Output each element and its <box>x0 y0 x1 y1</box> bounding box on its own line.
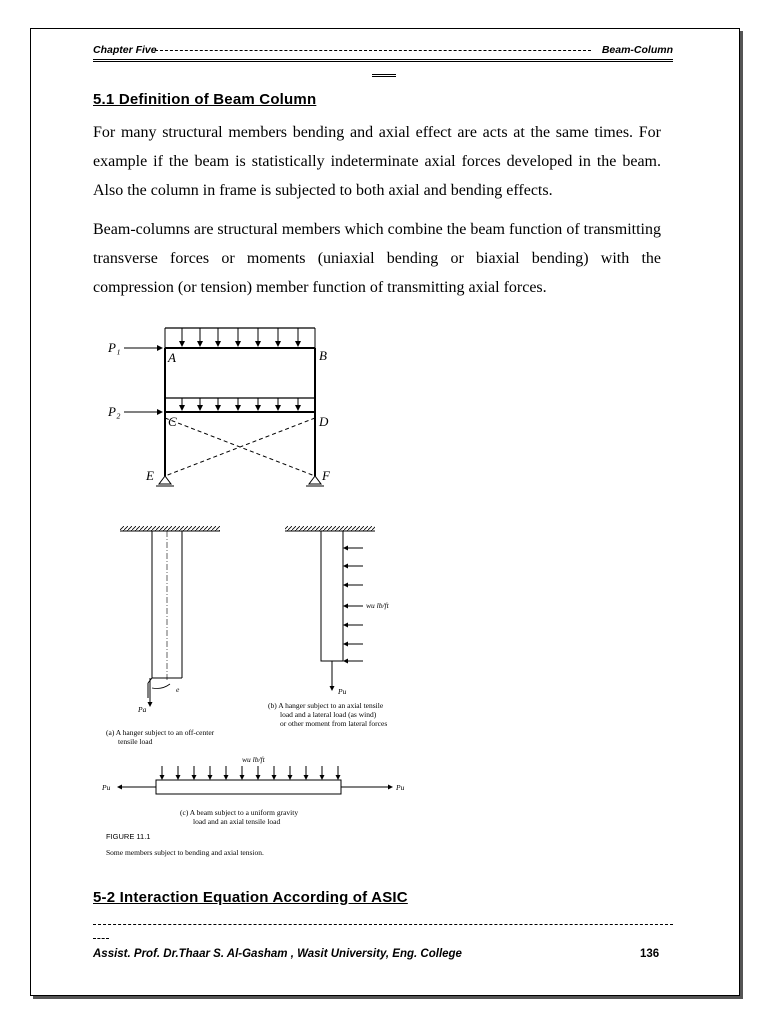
node-f: F <box>322 468 330 483</box>
page-number: 136 <box>640 948 660 960</box>
label-pu-right: Pu <box>396 783 405 792</box>
node-c: C <box>168 414 177 429</box>
node-a: A <box>168 350 176 365</box>
label-p2: P₂ <box>108 404 121 419</box>
section-title-5-2: 5-2 Interaction Equation According of ASIC <box>93 889 408 906</box>
node-b: B <box>319 348 327 363</box>
paragraph-1: For many structural members bending and axial effect are acts at the same times. For example if the beam is statistically indeterminate axial forces developed in the beam. Also the column in frame is subjected to both axial and bending effects. <box>93 124 661 199</box>
caption-c-line2: load and an axial tensile load <box>193 817 281 826</box>
label-pa: Pa <box>138 705 147 714</box>
figure-number: FIGURE 11.1 <box>106 832 151 841</box>
paragraph-2: Beam-columns are structural members which combine the beam function of transmitting transverse forces or moments (uniaxial bending or biaxial bending) with the compression (or tension) member function of transmitting axial forces. <box>93 221 661 296</box>
label-pu-left: Pu <box>102 783 111 792</box>
frame-figure <box>100 318 340 498</box>
page-header <box>93 44 673 58</box>
label-wu: wu lb/ft <box>366 601 389 610</box>
node-e: E <box>146 468 154 483</box>
figure-11-1-drawing <box>100 518 440 798</box>
header-chapter: Chapter Five <box>93 44 157 56</box>
label-wu-beam: wu lb/ft <box>242 755 265 764</box>
header-rule-tail <box>372 74 396 77</box>
label-pu: Pu <box>338 687 347 696</box>
header-dash-leader <box>155 50 591 51</box>
caption-b-line1: (b) A hanger subject to an axial tensile <box>268 701 384 710</box>
footer-rule-tail <box>93 938 109 939</box>
node-d: D <box>319 414 329 429</box>
section-title-5-1: 5.1 Definition of Beam Column <box>93 91 317 108</box>
caption-c-line1: (c) A beam subject to a uniform gravity <box>180 808 299 817</box>
footer-author: Assist. Prof. Dr.Thaar S. Al-Gasham , Wasit University, Eng. College <box>93 948 462 960</box>
caption-a-line1: (a) A hanger subject to an off-center <box>106 728 215 737</box>
label-p1: P₁ <box>108 340 121 355</box>
footer-rule <box>93 924 673 925</box>
header-topic: Beam-Column <box>601 44 673 56</box>
caption-b-line3: or other moment from lateral forces <box>280 719 388 728</box>
header-rule <box>93 59 673 70</box>
label-e: e <box>176 685 180 694</box>
caption-b-line2: load and a lateral load (as wind) <box>280 710 377 719</box>
figure-caption: Some members subject to bending and axial tension. <box>106 848 264 857</box>
caption-a-line2: tensile load <box>118 737 153 746</box>
